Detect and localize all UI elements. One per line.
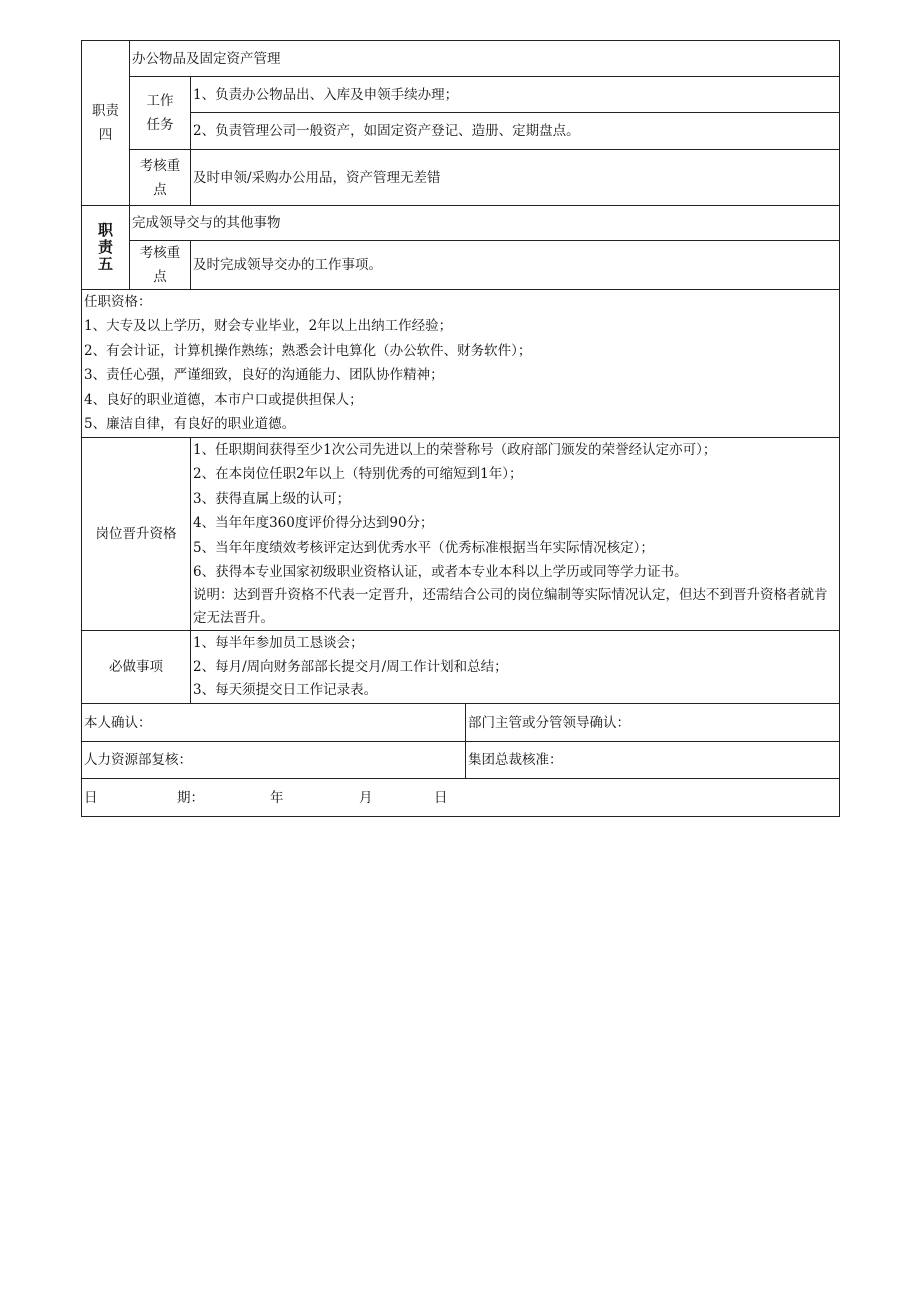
duty4-task-1: 1、负责办公物品出、入库及申领手续办理； [191,77,840,113]
duty4-label: 职责 四 [82,41,130,206]
duty5-title-row [82,206,840,241]
must-do-block [191,631,840,704]
qualification-item: 1、大专及以上学历，财会专业毕业，2年以上出纳工作经验； [84,318,453,335]
date-char-year: 年 [270,789,284,806]
promotion-item: 2、在本岗位任职2年以上（特别优秀的可缩短到1年）； [193,466,523,483]
signature-row [82,704,840,742]
qualification-item: 3、责任心强，严谨细致，良好的沟通能力、团队协作精神； [84,367,444,384]
qualifications-heading: 任职资格： [84,294,152,310]
self-confirm-field[interactable]: 本人确认： [82,704,466,742]
duty5-assess-label: 考核重 点 [130,241,191,290]
promotion-label: 岗位晋升资格 [82,438,191,631]
duty5-label: 职 责 五 [82,206,130,290]
job-description-table [81,40,840,817]
promotion-item: 3、获得直属上级的认可； [193,490,351,507]
must-do-item: 2、每月/周向财务部部长提交月/周工作计划和总结； [193,658,508,675]
promotion-note: 说明：达到晋升资格不代表一定晋升，还需结合公司的岗位编制等实际情况认定，但达不到晋升资格者就肯定无法晋升。 [193,587,828,627]
date-char-month: 月 [359,789,373,806]
duty4-assess-value: 及时申领/采购办公用品，资产管理无差错 [191,150,840,206]
duty5-assess-value: 及时完成领导交办的工作事项。 [191,241,840,290]
duty4-task-2: 2、负责管理公司一般资产，如固定资产登记、造册、定期盘点。 [191,113,840,150]
promotion-item: 1、任职期间获得至少1次公司先进以上的荣誉称号（政府部门颁发的荣誉经认定亦可）； [193,442,717,458]
date-char-day: 日 [434,789,448,806]
qualifications-block [82,290,840,438]
duty5-title: 完成领导交与的其他事物 [130,206,840,241]
duty4-task-row [82,113,840,150]
duty4-task-row [82,77,840,113]
dept-confirm-field[interactable]: 部门主管或分管领导确认： [466,704,840,742]
ceo-approve-field[interactable]: 集团总裁核准： [466,742,840,779]
must-do-label: 必做事项 [82,631,191,704]
promotion-row [82,438,840,631]
duty5-assess-row [82,241,840,290]
duty4-title: 办公物品及固定资产管理 [130,41,840,77]
date-field[interactable] [82,779,840,817]
qualification-item: 4、良好的职业道德，本市户口或提供担保人； [84,391,363,408]
qualification-item: 2、有会计证，计算机操作熟练；熟悉会计电算化（办公软件、财务软件）； [84,342,532,359]
duty4-title-row [82,41,840,77]
promotion-item: 6、获得本专业国家初级职业资格认证，或者本专业本科以上学历或同等学力证书。 [193,564,688,581]
signature-row [82,742,840,779]
date-char-qi: 期： [177,789,204,806]
duty4-assess-label: 考核重 点 [130,150,191,206]
qualification-item: 5、廉洁自律，有良好的职业道德。 [84,416,296,433]
must-do-row [82,631,840,704]
must-do-item: 1、每半年参加员工恳谈会； [193,635,364,652]
must-do-item: 3、每天须提交日工作记录表。 [193,682,378,699]
qualifications-row [82,290,840,438]
promotion-item: 4、当年年度360度评价得分达到90分； [193,515,434,532]
promotion-item: 5、当年年度绩效考核评定达到优秀水平（优秀标准根据当年实际情况核定）； [193,539,654,556]
hr-review-field[interactable]: 人力资源部复核： [82,742,466,779]
duty4-assess-row [82,150,840,206]
promotion-block [191,438,840,631]
duty4-task-label: 工作 任务 [130,77,191,150]
date-row [82,779,840,817]
date-char-ri: 日 [84,789,98,806]
